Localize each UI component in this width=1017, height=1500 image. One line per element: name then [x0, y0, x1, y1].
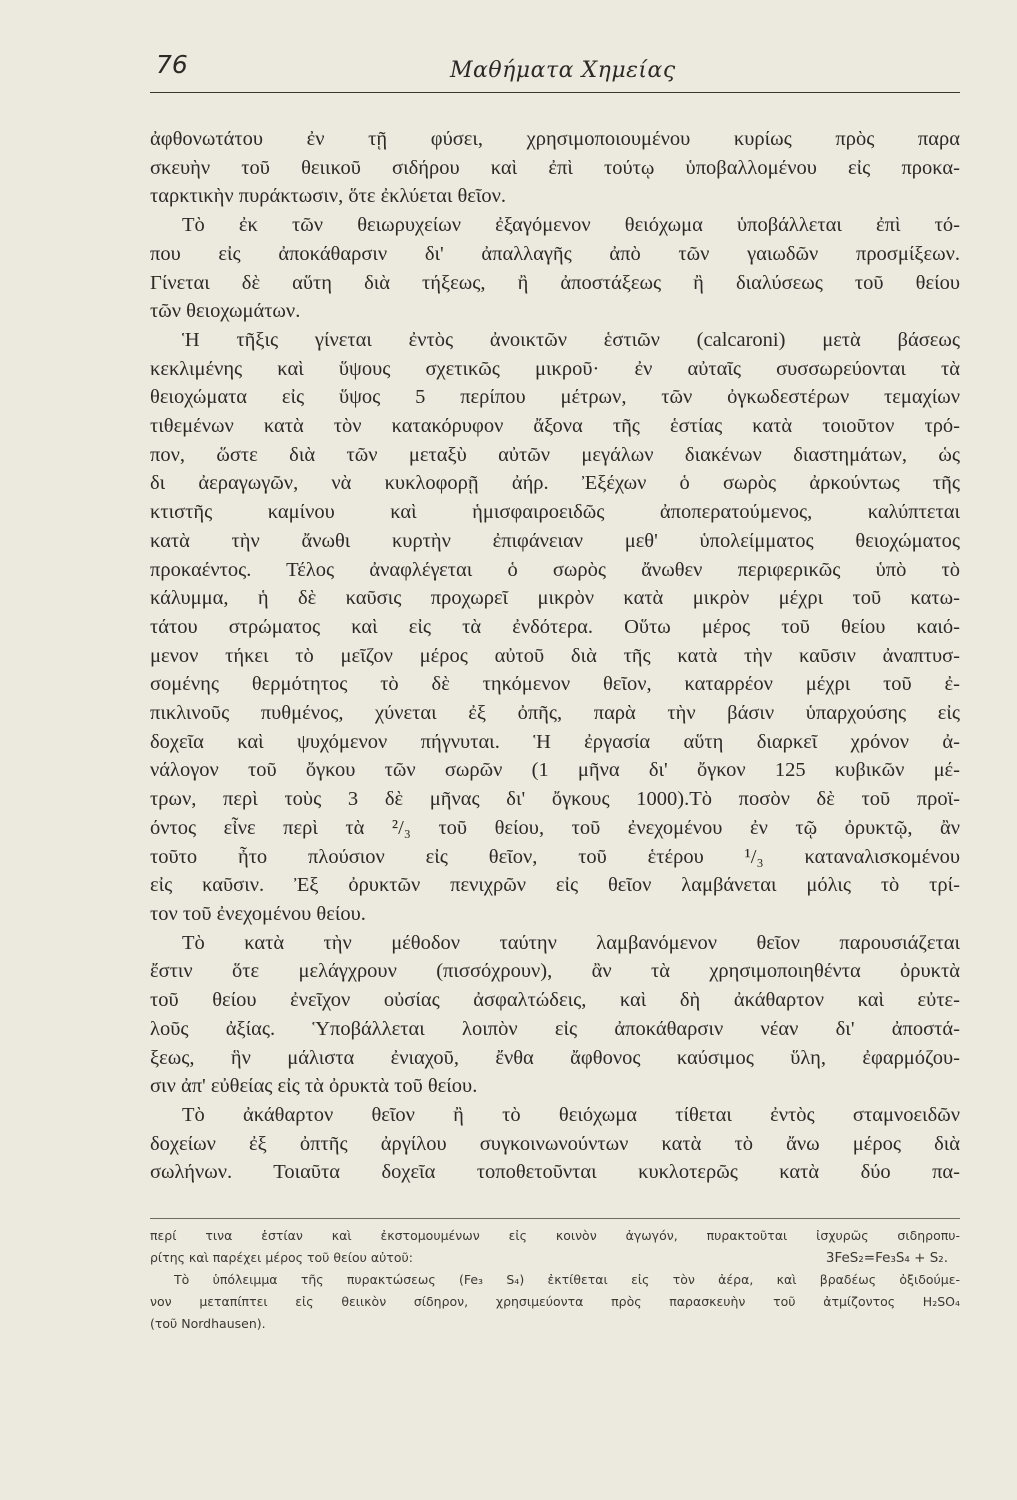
footnote-text: Τὸ ὑπόλειμμα τῆς πυρακτώσεως (Fe₃ S₄) ἐκτίθεται εἰς τὸν ἀέρα, καὶ βραδέως ὀξιδούμε-: [174, 1272, 960, 1287]
footnote-text: περί τινα ἑστίαν καὶ ἐκστομουμένων εἰς κοινὸν ἀγωγόν, πυρακτοῦται ἰσχυρῶς σιδηροπυ-: [150, 1228, 960, 1243]
page-number: 76: [156, 50, 188, 79]
text-line: λοῦς ἀξίας. Ὑποβάλλεται λοιπὸν εἰς ἀποκάθαρσιν νέαν δι' ἀποστά-: [150, 1017, 960, 1040]
text-line: προκαέντος. Τέλος ἀναφλέγεται ὁ σωρὸς ἄνωθεν περιφερικῶς ὑπὸ τὸ: [150, 558, 960, 581]
footnote-line: [150, 1313, 960, 1335]
text-line: τρων, περὶ τοὺς 3 δὲ μῆνας δι' ὄγκους 1000).Τὸ ποσὸν δὲ τοῦ προϊ-: [150, 788, 960, 811]
text-line: κτιστῆς καμίνου καὶ ἡμισφαιροειδῶς ἀποπερατούμενος, καλύπτεται: [150, 501, 960, 524]
text-line: Ἡ τῆξις γίνεται ἐντὸς ἀνοικτῶν ἑστιῶν (calcaroni) μετὰ βάσεως: [182, 328, 960, 351]
text-line: τον τοῦ ἐνεχομένου θείου.: [150, 902, 366, 925]
footnote-line: [150, 1225, 960, 1247]
text-line: κατὰ τὴν ἄνωθι κυρτὴν ἐπιφάνειαν μεθ' ὑπολείμματος θειοχώματος: [150, 529, 960, 552]
footnote-text: (τοῦ Nordhausen).: [150, 1316, 266, 1331]
text-line: κεκλιμένης καὶ ὕψους σχετικῶς μικροῦ· ἐν αὐταῖς συσσωρεύονται τὰ: [150, 357, 960, 380]
footnote-line: [150, 1269, 960, 1291]
text-line: τοῦ θείου ἐνεῖχον οὐσίας ἀσφαλτώδεις, καὶ δὴ ἀκάθαρτον καὶ εὐτε-: [150, 989, 960, 1012]
text-line: εἰς καῦσιν. Ἐξ ὀρυκτῶν πενιχρῶν εἰς θεῖον λαμβάνεται μόλις τὸ τρί-: [150, 874, 960, 897]
text-line: Τὸ ἀκάθαρτον θεῖον ἢ τὸ θειόχωμα τίθεται ἐντὸς σταμνοειδῶν: [182, 1103, 960, 1126]
text-line: Τὸ κατὰ τὴν μέθοδον ταύτην λαμβανόμενον θεῖον παρουσιάζεται: [182, 931, 960, 954]
text-line: σκευὴν τοῦ θειικοῦ σιδήρου καὶ ἐπὶ τούτῳ ὑποβαλλομένου εἰς προκα-: [150, 156, 960, 179]
text-line: τάτου στρώματος καὶ εἰς τὰ ἐνδότερα. Οὕτω μέρος τοῦ θείου καιό-: [150, 615, 960, 638]
text-line: ἀφθονωτάτου ἐν τῇ φύσει, χρησιμοποιουμένου κυρίως πρὸς παρα: [150, 128, 960, 150]
text-line: σωλήνων. Τοιαῦτα δοχεῖα τοποθετοῦνται κυκλοτερῶς κατὰ δύο πα-: [150, 1161, 960, 1184]
body-text: [150, 125, 960, 1187]
footnote-line: [150, 1247, 960, 1269]
text-line: όντος εἶνε περὶ τὰ ²/₃ τοῦ θείου, τοῦ ἐνεχομένου ἐν τῷ ὀρυκτῷ, ἂν: [150, 816, 960, 839]
text-line: τῶν θειοχωμάτων.: [150, 300, 301, 323]
footnote-line: [150, 1291, 960, 1313]
text-line: ταρκτικὴν πυράκτωσιν, ὅτε ἐκλύεται θεῖον.: [150, 185, 507, 208]
footnote-text: ρίτης καὶ παρέχει μέρος τοῦ θείου αὐτοῦ:: [150, 1250, 413, 1265]
text-line: μενον τήκει τὸ μεῖζον μέρος αὐτοῦ διὰ τῆς κατὰ τὴν καῦσιν ἀναπτυσ-: [150, 644, 960, 667]
text-line: Γίνεται δὲ αὕτη διὰ τήξεως, ἢ ἀποστάξεως ἢ διαλύσεως τοῦ θείου: [150, 271, 960, 294]
text-line: θειοχώματα εἰς ὕψος 5 περίπου μέτρων, τῶν ὀγκωδεστέρων τεμαχίων: [150, 386, 960, 409]
running-title: Μαθήματα Χημείας: [450, 58, 676, 83]
text-line: ξεως, ἣν μάλιστα ἐνιαχοῦ, ἔνθα ἄφθονος καύσιμος ὕλη, ἐφαρμόζου-: [150, 1046, 960, 1069]
text-line: τοῦτο ἦτο πλούσιον εἰς θεῖον, τοῦ ἑτέρου ¹/₃ καταναλισκομένου: [150, 845, 960, 868]
footnote-text: νον μεταπίπτει εἰς θειικὸν σίδηρον, χρησιμεύοντα πρὸς παρασκευὴν τοῦ ἀτμίζοντος H₂SO₄: [150, 1294, 960, 1309]
text-line: δοχεῖα καὶ ψυχόμενον πήγνυται. Ἡ ἐργασία αὕτη διαρκεῖ χρόνον ἀ-: [150, 730, 960, 753]
page-header: [150, 48, 960, 93]
text-line: δι ἀεραγωγῶν, νὰ κυκλοφορῇ ἀήρ. Ἐξέχων ὁ σωρὸς ἀρκούντως τῆς: [150, 472, 960, 495]
text-line: δοχείων ἐξ ὀπτῆς ἀργίλου συγκοινωνούντων κατὰ τὸ ἄνω μέρος διὰ: [150, 1132, 960, 1155]
text-line: σιν ἀπ' εὐθείας εἰς τὰ ὀρυκτὰ τοῦ θείου.: [150, 1075, 478, 1098]
text-line: Τὸ ἐκ τῶν θειωρυχείων ἐξαγόμενον θειόχωμα ὑποβάλλεται ἐπὶ τό-: [182, 214, 960, 237]
text-line: τιθεμένων κατὰ τὸν κατακόρυφον ἄξονα τῆς ἑστίας κατὰ τοιοῦτον τρό-: [150, 415, 960, 438]
chemical-formula: 3FeS₂=Fe₃S₄ + S₂.: [825, 1250, 948, 1266]
footnotes: [150, 1218, 960, 1335]
text-line: νάλογον τοῦ ὄγκου τῶν σωρῶν (1 μῆνα δι' ὄγκον 125 κυβικῶν μέ-: [150, 759, 960, 782]
text-line: πον, ὥστε διὰ τῶν μεταξὺ αὐτῶν μεγάλων διακένων διαστημάτων, ὡς: [150, 443, 960, 466]
text-line: πικλινοῦς πυθμένος, χύνεται ἐξ ὀπῆς, παρὰ τὴν βάσιν ὑπαρχούσης εἰς: [150, 702, 960, 725]
text-line: που εἰς ἀποκάθαρσιν δι' ἀπαλλαγῆς ἀπὸ τῶν γαιωδῶν προσμίξεων.: [150, 242, 960, 265]
text-line: σομένης θερμότητος τὸ δὲ τηκόμενον θεῖον, καταρρέον μέχρι τοῦ ἐ-: [150, 673, 960, 696]
text-line: ἔστιν ὅτε μελάγχρουν (πισσόχρουν), ἂν τὰ χρησιμοποιηθέντα ὀρυκτὰ: [150, 960, 960, 983]
text-line: κάλυμμα, ἡ δὲ καῦσις προχωρεῖ μικρὸν κατὰ μικρὸν μέχρι τοῦ κατω-: [150, 587, 960, 610]
